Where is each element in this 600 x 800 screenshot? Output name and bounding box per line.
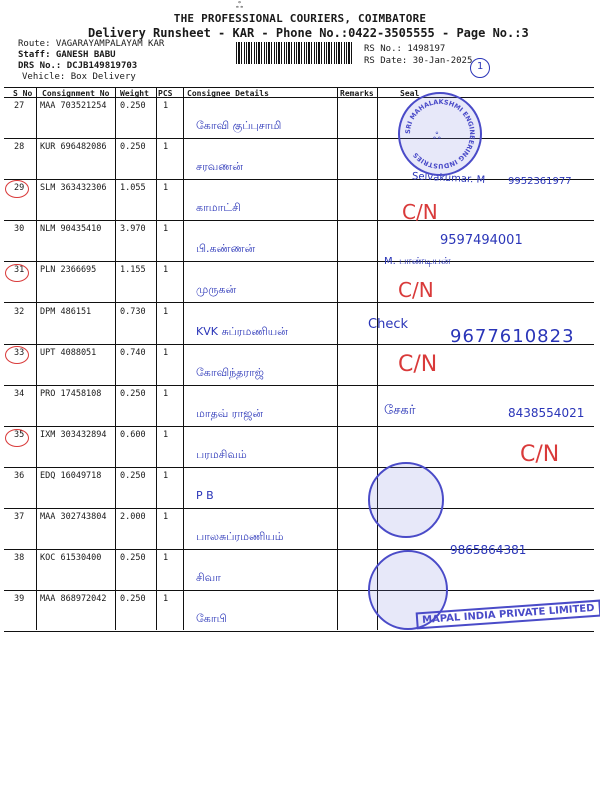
row-weight: 1.155 <box>120 265 146 276</box>
row-consignment: KOC 61530400 <box>40 553 102 564</box>
handwritten-note: Check <box>368 317 408 332</box>
row-consignee: பி.கண்ணன் <box>196 242 256 256</box>
col-pcs: PCS <box>158 89 173 98</box>
row-weight: 0.250 <box>120 101 146 111</box>
row-pcs: 1 <box>163 142 169 153</box>
row-weight: 0.730 <box>120 306 146 317</box>
row-sno: 34 <box>14 388 25 399</box>
table-row <box>0 139 600 180</box>
table-top-rule <box>4 87 594 88</box>
table-row <box>0 468 600 509</box>
row-weight: 1.055 <box>120 183 146 194</box>
row-weight: 0.250 <box>120 142 146 153</box>
table-row <box>0 262 600 303</box>
row-pcs: 1 <box>163 512 169 522</box>
red-circle <box>5 429 29 447</box>
rs-number: RS No.: 1498197 <box>364 44 446 54</box>
row-sno: 36 <box>14 470 25 481</box>
top-mark: ஃ <box>236 1 244 11</box>
col-weight: Weight <box>120 89 149 98</box>
route: Route: VAGARAYAMPALAYAM KAR <box>18 39 165 49</box>
red-circle <box>5 346 29 364</box>
row-consignment: DPM 486151 <box>40 306 92 317</box>
red-circle <box>5 180 29 198</box>
row-consignment: MAA 868972042 <box>40 594 107 605</box>
red-cn-mark: C/N <box>520 442 560 467</box>
row-pcs: 1 <box>163 183 169 194</box>
row-pcs: 1 <box>163 265 169 276</box>
row-pcs: 1 <box>163 470 169 481</box>
row-pcs: 1 <box>163 553 169 564</box>
table-row <box>0 98 600 139</box>
table-row <box>0 345 600 386</box>
row-consignee: P B <box>196 488 214 502</box>
col-consignment: Consignment No <box>42 89 110 98</box>
row-consignment: MAA 703521254 <box>40 101 107 111</box>
red-cn-mark: C/N <box>402 200 438 224</box>
handwritten-phone: 9952361977 <box>508 176 572 187</box>
row-weight: 2.000 <box>120 512 146 522</box>
row-consignee: சரவணன் <box>196 160 243 174</box>
signature: சேகர் <box>384 403 416 418</box>
row-consignee: பாலசுப்ரமணியம் <box>196 530 284 543</box>
row-sno: 33 <box>14 347 25 358</box>
row-pcs: 1 <box>163 594 169 605</box>
row-weight: 0.250 <box>120 594 146 605</box>
handwritten-phone: 9597494001 <box>440 233 523 248</box>
row-consignee: கோபி <box>196 612 227 626</box>
handwritten-phone: 8438554021 <box>508 406 585 420</box>
row-consignment: MAA 302743804 <box>40 512 107 522</box>
row-consignee: KVK சுப்ரமணியன் <box>196 324 288 338</box>
row-sno: 38 <box>14 553 25 564</box>
row-weight: 0.740 <box>120 347 146 358</box>
row-consignee: கோவிந்தராஜ் <box>196 365 264 379</box>
row-sno: 28 <box>14 142 25 153</box>
row-weight: 0.250 <box>120 553 146 564</box>
col-consignee: Consignee Details <box>187 89 269 98</box>
row-sno: 32 <box>14 306 25 317</box>
row-consignment: NLM 90435410 <box>40 224 102 235</box>
handwritten-phone: 9677610823 <box>450 326 575 347</box>
col-sno: S No <box>13 89 33 98</box>
sheet-title: Delivery Runsheet - KAR - Phone No.:0422-3505555 - Page No.:3 <box>88 26 529 40</box>
red-cn-mark: C/N <box>398 278 434 302</box>
row-pcs: 1 <box>163 388 169 399</box>
row-pcs: 1 <box>163 224 169 235</box>
row-consignment: SLM 363432306 <box>40 183 107 194</box>
row-consignee: காமாட்சி <box>196 201 241 215</box>
row-sno: 27 <box>14 101 25 111</box>
barcode <box>236 42 352 64</box>
row-pcs: 1 <box>163 429 169 440</box>
row-consignee: முருகன் <box>196 283 237 297</box>
red-cn-mark: C/N <box>398 352 438 377</box>
row-consignee: கோவி குப்புசாமி <box>196 119 282 132</box>
row-rule <box>4 631 594 632</box>
vehicle: Vehicle: Box Delivery <box>22 72 136 82</box>
handwritten-phone: 9865864381 <box>450 543 527 557</box>
row-pcs: 1 <box>163 101 169 111</box>
row-sno: 31 <box>14 265 25 276</box>
staff: Staff: GANESH BABU <box>18 50 116 60</box>
row-pcs: 1 <box>163 306 169 317</box>
red-circle <box>5 264 29 282</box>
row-consignment: PRO 17458108 <box>40 388 102 399</box>
rs-date: RS Date: 30-Jan-2025 <box>364 56 473 66</box>
company-stamp: MAPAL INDIA PRIVATE LIMITED <box>416 600 600 630</box>
row-sno: 35 <box>14 429 25 440</box>
seal-text: SRI MAHALAKSHMI ENGINEERING INDUSTRIES <box>403 97 477 171</box>
signature: Selvakumar. M <box>411 171 486 186</box>
row-sno: 30 <box>14 224 25 235</box>
row-consignee: மாதவ் ராஜன் <box>196 406 264 420</box>
circled-number: 1 <box>470 58 490 78</box>
col-remarks: Remarks <box>340 89 374 98</box>
row-pcs: 1 <box>163 347 169 358</box>
row-sno: 39 <box>14 594 25 605</box>
col-seal: Seal <box>400 89 420 98</box>
row-weight: 0.250 <box>120 470 146 481</box>
row-sno: 37 <box>14 512 25 522</box>
row-consignee: சிவா <box>196 571 221 585</box>
row-sno: 29 <box>14 183 25 194</box>
row-weight: 3.970 <box>120 224 146 235</box>
row-consignee: பரமசிவம் <box>196 447 247 461</box>
drs-number: DRS No.: DCJB149819703 <box>18 61 138 71</box>
svg-text:ஃ: ஃ <box>433 131 441 142</box>
round-stamp <box>368 462 444 538</box>
row-consignment: KUR 696482086 <box>40 142 107 153</box>
row-consignment: EDQ 16049718 <box>40 470 102 481</box>
row-consignment: IXM 303432894 <box>40 429 107 440</box>
table-row <box>0 427 600 468</box>
company-seal <box>398 92 482 176</box>
signature: M. பாண்டியன் <box>384 256 451 267</box>
row-weight: 0.600 <box>120 429 146 440</box>
row-consignment: UPT 4088051 <box>40 347 97 358</box>
row-weight: 0.250 <box>120 388 146 399</box>
company-name: THE PROFESSIONAL COURIERS, COIMBATORE <box>173 12 427 25</box>
row-consignment: PLN 2366695 <box>40 265 97 276</box>
